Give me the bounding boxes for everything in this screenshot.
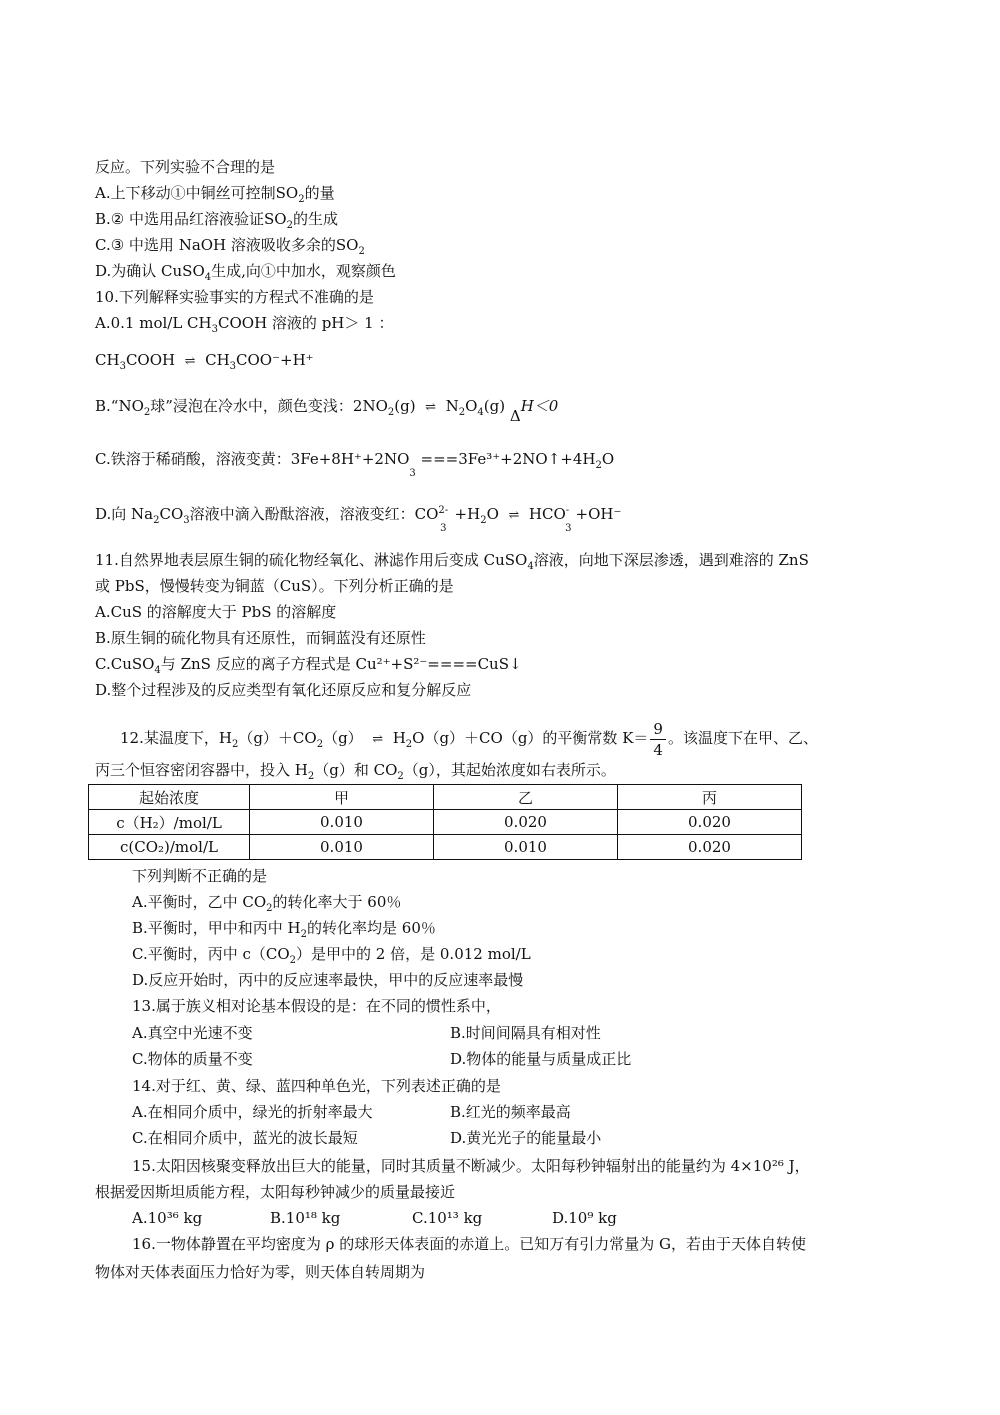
q15-line2: 根据爱因斯坦质能方程，太阳每秒钟减少的质量最接近	[95, 1183, 456, 1201]
table-header: 甲	[250, 785, 434, 810]
q9-stem-tail: 反应。下列实验不合理的是	[95, 158, 276, 176]
reversible-arrow-icon: ⇌	[184, 354, 196, 369]
initial-concentration-table	[88, 784, 802, 860]
table-cell: 0.020	[618, 835, 802, 860]
reversible-arrow-icon: ⇌	[372, 732, 384, 747]
q13-option-c: C.物体的质量不变	[132, 1050, 253, 1068]
q11-line2: 或 PbS，慢慢转变为铜蓝（CuS）。下列分析正确的是	[95, 577, 454, 595]
q11-option-d: D.整个过程涉及的反应类型有氧化还原反应和复分解反应	[95, 681, 472, 699]
q12-option-a: A.平衡时，乙中 $CO_2$的转化率大于 60％	[132, 893, 402, 914]
table-cell: 0.010	[434, 835, 618, 860]
q14-option-b: B.红光的频率最高	[450, 1103, 571, 1121]
table-header: 起始浓度	[89, 785, 250, 810]
q12-option-d: D.反应开始时，丙中的反应速率最快，甲中的反应速率最慢	[132, 971, 524, 989]
reversible-arrow-icon: ⇌	[508, 508, 520, 523]
q13-option-b: B.时间间隔具有相对性	[450, 1024, 601, 1042]
q13-option-a: A.真空中光速不变	[132, 1024, 253, 1042]
q9-option-c: C.③ 中选用 NaOH 溶液吸收多余的$SO_2$	[95, 236, 365, 257]
q15-option-b: B.10¹⁸ kg	[270, 1209, 341, 1227]
q10-option-a: A.0.1 mol/L $CH_3COOH$ 溶液的 pH＞ 1 ：	[95, 314, 394, 335]
q15-line1: 15.太阳因核聚变释放出巨大的能量，同时其质量不断减少。太阳每秒钟辐射出的能量约为 4×10²⁶ J，	[132, 1157, 810, 1175]
q9-option-b: B.② 中选用品红溶液验证$SO_2$的生成	[95, 210, 338, 231]
q13-option-d: D.物体的能量与质量成正比	[450, 1050, 632, 1068]
q14-option-a: A.在相同介质中，绿光的折射率最大	[132, 1103, 373, 1121]
q12-option-c: C.平衡时，丙中 $c(CO_2)$是甲中的 2 倍，是 0.012 mol/L	[132, 945, 531, 966]
q11-option-a: A.CuS 的溶解度大于 PbS 的溶解度	[95, 603, 337, 621]
q14-option-d: D.黄光光子的能量最小	[450, 1129, 602, 1147]
q15-option-d: D.10⁹ kg	[552, 1209, 617, 1227]
table-row-label: c(CO₂)/mol/L	[89, 835, 250, 860]
q10-option-c: C.铁溶于稀硝酸，溶液变黄：$3Fe+8H^++2NO_3$ $===3Fe^{3+}+2NO↑+4H_2O$	[95, 450, 615, 479]
q16-line1: 16.一物体静置在平均密度为 ρ 的球形天体表面的赤道上。已知万有引力常量为 G，若由于天体自转使	[132, 1235, 806, 1253]
q12-option-b: B.平衡时，甲中和丙中 $H_2$的转化率均是 60％	[132, 919, 436, 940]
q12-line1: 12.某温度下，$H_2(g)+CO_2(g)$ ⇌ $H_2O(g)+CO(g)$的平衡常数 K＝ $\frac{9}{4}$ 。该温度下在甲、乙、	[120, 719, 818, 759]
q10-option-a-equation: $CH_3COOH$ ⇌ $CH_3COO^-+H^+$	[95, 351, 314, 372]
table-cell: 0.010	[250, 810, 434, 835]
table-row	[89, 810, 802, 835]
q14-stem: 14.对于红、黄、绿、蓝四种单色光，下列表述正确的是	[132, 1077, 501, 1095]
table-header: 乙	[434, 785, 618, 810]
q15-option-a: A.10³⁶ kg	[132, 1209, 203, 1227]
q15-option-c: C.10¹³ kg	[412, 1209, 483, 1227]
table-row-label: c（H₂）/mol/L	[89, 810, 250, 835]
reversible-arrow-icon: ⇌	[425, 400, 437, 415]
table-cell: 0.020	[434, 810, 618, 835]
q10-option-d: D.向 $Na_2CO_3$溶液中滴入酚酞溶液，溶液变红：$CO^{2-}_3+H_2O$ ⇌ $HCO^-_3+OH^-$	[95, 505, 622, 534]
q12-after-table: 下列判断不正确的是	[132, 867, 268, 885]
q10-option-b: $B.“NO_2$球”浸泡在冷水中，颜色变浅：$2NO_2(g)$ ⇌ $N_2O_4(g)$ ΔH＜0	[95, 397, 559, 425]
q11-option-b: B.原生铜的硫化物具有还原性，而铜蓝没有还原性	[95, 629, 426, 647]
table-header-row	[89, 785, 802, 810]
q16-line2: 物体对天体表面压力恰好为零，则天体自转周期为	[95, 1263, 426, 1281]
q9-option-d: D.为确认 CuSO$_4$生成,向①中加水，观察颜色	[95, 262, 396, 283]
table-cell: 0.020	[618, 810, 802, 835]
table-row	[89, 835, 802, 860]
delta-symbol: Δ	[509, 407, 521, 425]
q10-stem: 10.下列解释实验事实的方程式不准确的是	[95, 288, 374, 306]
equilibrium-constant-fraction: $\frac{9}{4}$	[650, 719, 666, 760]
q11-line1: 11.自然界地表层原生铜的硫化物经氧化、淋滤作用后变成 CuSO$_4$溶液，向地下深层渗透，遇到难溶的 ZnS	[95, 551, 809, 572]
table-cell: 0.010	[250, 835, 434, 860]
q11-option-c: C.CuSO$_4$与 ZnS 反应的离子方程式是 Cu²⁺+S²⁻====CuS↓	[95, 655, 522, 676]
q13-stem: 13.属于族义相对论基本假设的是：在不同的惯性系中，	[132, 997, 501, 1015]
q14-option-c: C.在相同介质中，蓝光的波长最短	[132, 1129, 358, 1147]
table-header: 丙	[618, 785, 802, 810]
q12-line2: 丙三个恒容密闭容器中，投入 $H_2(g)$和 $CO_2(g)$，其起始浓度如右表所示。	[95, 761, 616, 782]
q9-option-a: A.上下移动①中铜丝可控制$SO_2$的量	[95, 184, 335, 205]
